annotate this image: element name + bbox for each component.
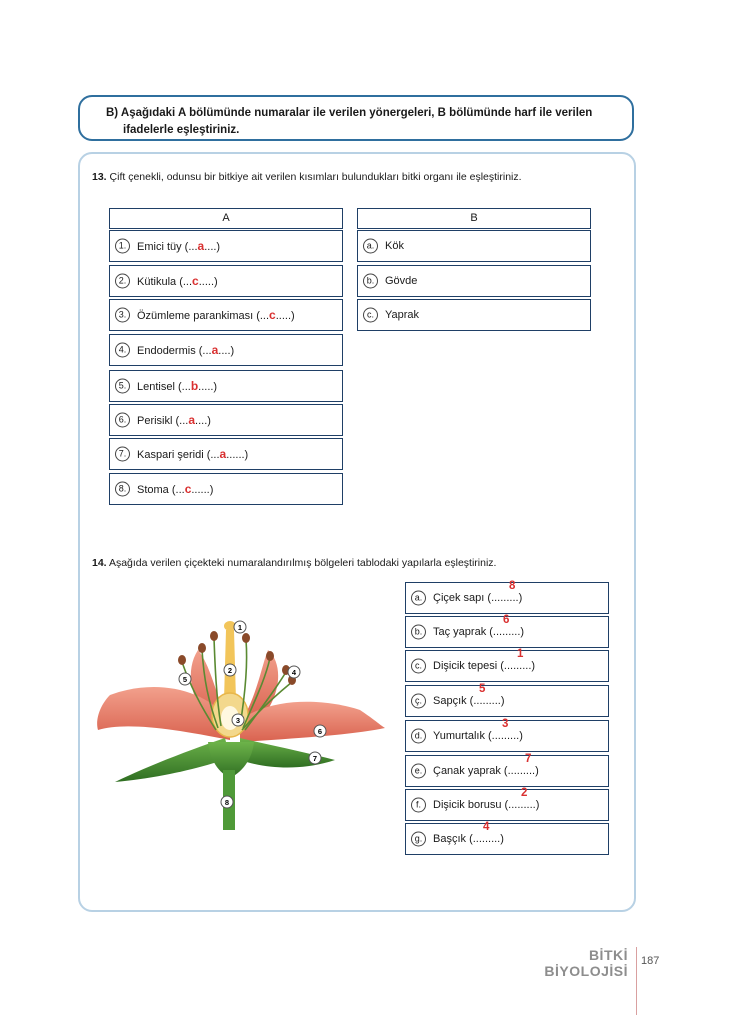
question-14-number: 14. (92, 557, 107, 569)
page-number: 187 (641, 955, 660, 967)
column-a-item-label (137, 447, 248, 461)
item-text-end: ......) (226, 449, 249, 461)
column-a-item (109, 438, 343, 470)
item-number-circle: 3. (115, 308, 130, 323)
question-14-text: Aşağıda verilen çiçekteki numaralandırılmış bölgeleri tablodaki yapılarla eşleştiriniz. (108, 557, 497, 569)
item-text-end: .....) (198, 276, 218, 288)
q14-item (405, 789, 609, 821)
q14-item-label: Çiçek sapı (.........) (433, 592, 523, 604)
handwritten-answer: 6 (503, 614, 510, 626)
item-number-circle: 2. (115, 274, 130, 289)
column-a-item-label (137, 239, 220, 253)
question-13-text: Çift çenekli, odunsu bir bitkiye ait verilen kısımları bulundukları bitki organı ile eşleştiriniz. (109, 171, 522, 183)
q14-item (405, 650, 609, 682)
column-b-item (357, 230, 591, 262)
svg-text:4: 4 (291, 668, 297, 677)
column-a-header: A (109, 208, 343, 229)
item-text: Kaspari şeridi (... (137, 449, 220, 461)
section-b-line1: B) Aşağıdaki A bölümünde numaralar ile verilen yönergeleri, B bölümünde harf ile verilen (106, 107, 593, 119)
item-letter-circle: b. (411, 625, 426, 640)
flower-illustration (90, 610, 390, 835)
item-text-end: ......) (191, 484, 214, 496)
handwritten-answer: 8 (509, 580, 516, 592)
item-number-circle: 7. (115, 447, 130, 462)
q14-item-label: Çanak yaprak (.........) (433, 765, 539, 777)
handwritten-answer: a (197, 239, 205, 253)
column-b-item-label: Kök (385, 240, 404, 252)
handwritten-answer: 1 (517, 648, 524, 660)
item-text-end: .....) (275, 310, 295, 322)
handwritten-answer: 5 (479, 683, 486, 695)
item-letter-circle: g. (411, 832, 426, 847)
callout-3 (232, 714, 244, 726)
section-b-line2: ifadelerle eşleştiriniz. (123, 124, 240, 136)
handwritten-answer: 7 (525, 753, 532, 765)
column-a-item (109, 370, 343, 402)
handwritten-answer: a (219, 447, 227, 461)
handwritten-answer: c (269, 308, 276, 322)
column-a-item-label (137, 274, 218, 288)
handwritten-answer: a (211, 343, 219, 357)
item-text-end: ....) (195, 415, 211, 427)
column-a-item (109, 334, 343, 366)
item-letter-circle: d. (411, 729, 426, 744)
item-letter-circle: e. (411, 764, 426, 779)
callout-4 (288, 666, 300, 678)
item-text: Perisikl (... (137, 415, 189, 427)
q14-item (405, 685, 609, 717)
item-letter-circle: ç. (411, 694, 426, 709)
q14-item (405, 823, 609, 855)
question-13 (92, 171, 522, 183)
handwritten-answer: 2 (521, 787, 528, 799)
column-a-item (109, 404, 343, 436)
item-letter-circle: c. (411, 659, 426, 674)
item-text-end: ....) (204, 241, 221, 253)
callout-2 (224, 664, 236, 676)
q14-item (405, 582, 609, 614)
column-a-item-label (137, 308, 295, 322)
column-b-item (357, 299, 591, 331)
brand-line1: BİTKİ (588, 947, 628, 963)
item-letter-circle: a. (411, 591, 426, 606)
item-letter-circle: f. (411, 798, 426, 813)
column-b-header: B (357, 208, 591, 229)
callout-7 (309, 752, 321, 764)
handwritten-answer: c (192, 274, 199, 288)
q14-item-label: Taç yaprak (.........) (433, 626, 525, 638)
column-a-item-label (137, 343, 234, 357)
q14-item (405, 720, 609, 752)
svg-text:5: 5 (182, 675, 188, 684)
column-a-item-label (137, 482, 213, 496)
column-a-item-label (137, 413, 211, 427)
q14-item (405, 755, 609, 787)
item-text: Kütikula (... (137, 276, 193, 288)
item-letter-circle: a. (363, 239, 378, 254)
svg-text:1: 1 (237, 623, 243, 632)
svg-text:7: 7 (312, 754, 318, 763)
handwritten-answer: 3 (502, 718, 509, 730)
item-text-end: ....) (218, 345, 235, 357)
callout-6 (314, 725, 326, 737)
column-b-item-label: Gövde (385, 275, 418, 287)
callout-5 (179, 673, 191, 685)
item-letter-circle: b. (363, 274, 378, 289)
handwritten-answer: a (188, 413, 196, 427)
q14-item-label: Dişicik borusu (.........) (433, 799, 540, 811)
q14-item-label: Başçık (.........) (433, 833, 504, 845)
q14-item-label: Yumurtalık (.........) (433, 730, 523, 742)
q14-item-label: Dişicik tepesi (.........) (433, 660, 536, 672)
item-number-circle: 5. (115, 379, 130, 394)
column-a-item (109, 299, 343, 331)
item-text: Stoma (... (137, 484, 185, 496)
section-b-header (78, 95, 634, 141)
book-brand (544, 947, 628, 979)
callout-1 (234, 621, 246, 633)
svg-text:6: 6 (317, 727, 323, 736)
column-b-item (357, 265, 591, 297)
brand-line2: BİYOLOJİSİ (544, 963, 628, 979)
q14-item (405, 616, 609, 648)
item-text-end: .....) (198, 381, 218, 393)
section-b-instructions (106, 105, 626, 139)
column-a-item (109, 473, 343, 505)
column-b-item-label: Yaprak (385, 309, 420, 321)
item-letter-circle: c. (363, 308, 378, 323)
svg-text:3: 3 (235, 716, 241, 725)
item-text: Emici tüy (... (137, 241, 198, 253)
item-text: Endodermis (... (137, 345, 212, 357)
sepal-right (240, 738, 335, 768)
handwritten-answer: 4 (483, 821, 490, 833)
item-text: Özümleme parankiması (... (137, 310, 270, 322)
item-number-circle: 6. (115, 413, 130, 428)
question-14 (92, 557, 496, 569)
q14-item-label: Sapçık (.........) (433, 695, 505, 707)
svg-text:8: 8 (224, 798, 230, 807)
svg-text:2: 2 (227, 666, 233, 675)
item-text: Lentisel (... (137, 381, 191, 393)
item-number-circle: 4. (115, 343, 130, 358)
item-number-circle: 8. (115, 482, 130, 497)
page-divider (636, 947, 637, 1015)
item-number-circle: 1. (115, 239, 130, 254)
handwritten-answer: b (190, 379, 199, 393)
callout-8 (221, 796, 233, 808)
column-a-item-label (137, 379, 217, 393)
question-13-number: 13. (92, 171, 107, 183)
handwritten-answer: c (184, 482, 192, 496)
column-a-item (109, 230, 343, 262)
column-a-item (109, 265, 343, 297)
